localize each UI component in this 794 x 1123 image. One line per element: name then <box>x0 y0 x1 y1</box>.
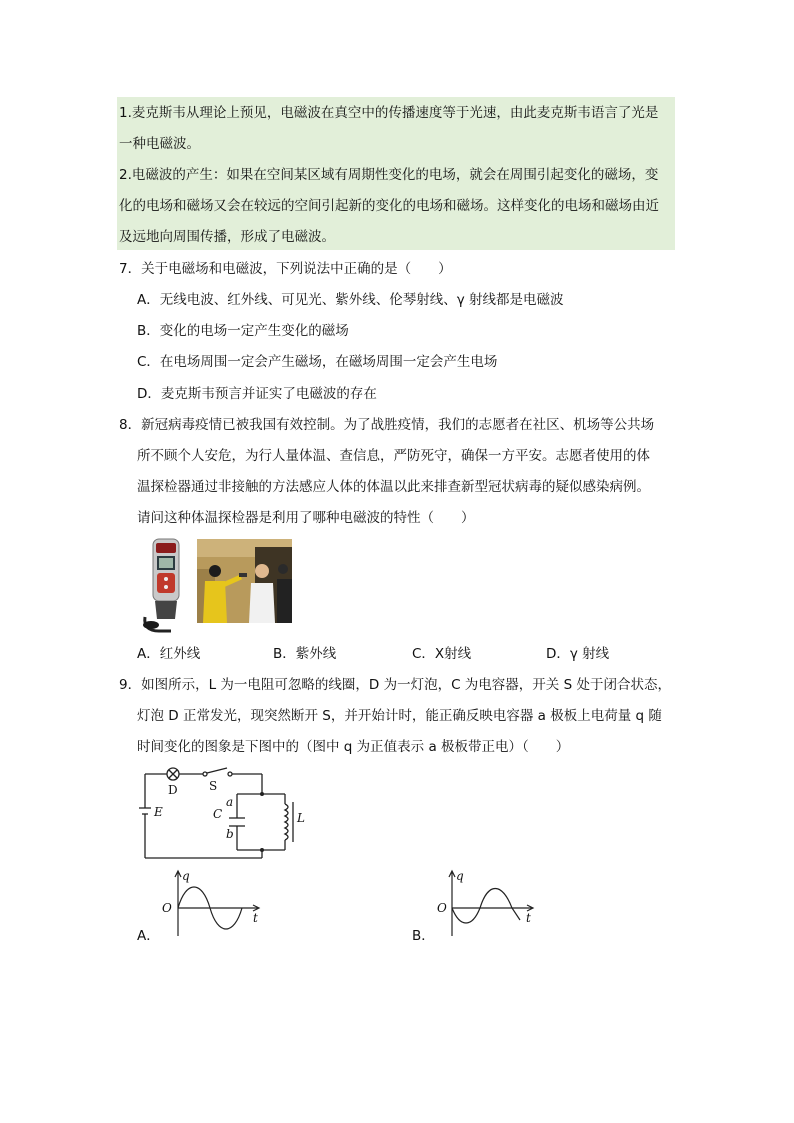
question-7-option-a: A．无线电波、红外线、可见光、紫外线、伦琴射线、γ 射线都是电磁波 <box>137 292 564 308</box>
question-7-option-b: B．变化的电场一定产生变化的磁场 <box>137 323 349 339</box>
label-e: E <box>154 805 163 819</box>
question-7-option-c: C．在电场周围一定会产生磁场，在磁场周围一定会产生电场 <box>137 354 498 370</box>
graph-a-q-label: q <box>182 869 190 883</box>
graph-option-b <box>434 868 544 940</box>
question-8-option-b: B．紫外线 <box>273 646 337 662</box>
note-line-4: 化的电场和磁场又会在较远的空间引起新的变化的电场和磁场。这样变化的电场和磁场由近 <box>119 198 659 214</box>
question-8-stem-line-3: 温探检器通过非接触的方法感应人体的体温以此来排查新型冠状病毒的疑似感染病例。 <box>137 479 650 495</box>
graph-b-q-label: q <box>456 869 464 883</box>
graph-b-t-label: t <box>526 911 531 925</box>
label-c: C <box>213 807 223 821</box>
question-8-stem-line-1: 8．新冠病毒疫情已被我国有效控制。为了战胜疫情，我们的志愿者在社区、机场等公共场 <box>119 417 655 433</box>
question-8-stem-line-2: 所不顾个人安危，为行人量体温、查信息，严防死守，确保一方平安。志愿者使用的体 <box>137 448 650 464</box>
question-9-stem-line-3: 时间变化的图象是下图中的（图中 q 为正值表示 a 极板带正电）（ ） <box>137 739 570 755</box>
graph-b-origin-label: O <box>437 901 447 915</box>
graph-a-label: A． <box>137 928 160 944</box>
question-9-stem-line-2: 灯泡 D 正常发光，现突然断开 S，并开始计时，能正确反映电容器 a 极板上电荷量 q 随 <box>137 708 662 724</box>
label-d: D <box>168 783 178 797</box>
infrared-thermometer-image <box>141 537 191 635</box>
note-line-3: 2.电磁波的产生：如果在空间某区域有周期性变化的电场，就会在周围引起变化的磁场，变 <box>119 167 659 183</box>
label-a: a <box>226 795 234 809</box>
note-line-5: 及远地向周围传播，形成了电磁波。 <box>119 229 335 245</box>
question-8-stem-line-4: 请问这种体温探检器是利用了哪种电磁波的特性（ ） <box>137 510 475 526</box>
label-l: L <box>297 811 305 825</box>
graph-b-label: B． <box>412 928 435 944</box>
graph-option-a <box>158 868 268 940</box>
question-8-option-a: A．红外线 <box>137 646 201 662</box>
question-8-option-d: D．γ 射线 <box>546 646 610 662</box>
graph-a-origin-label: O <box>162 901 172 915</box>
question-9-stem-line-1: 9．如图所示，L 为一电阻可忽略的线圈，D 为一灯泡，C 为电容器，开关 S 处于闭合状态， <box>119 677 671 693</box>
question-7-stem: 7．关于电磁场和电磁波，下列说法中正确的是（ ） <box>119 261 452 277</box>
label-s: S <box>209 779 218 793</box>
question-7-option-d: D．麦克斯韦预言并证实了电磁波的存在 <box>137 386 377 402</box>
note-line-2: 一种电磁波。 <box>119 136 200 152</box>
note-line-1: 1.麦克斯韦从理论上预见，电磁波在真空中的传播速度等于光速，由此麦克斯韦语言了光是 <box>119 105 659 121</box>
label-b: b <box>226 827 234 841</box>
graph-a-t-label: t <box>253 911 258 925</box>
lc-circuit-diagram <box>135 764 315 864</box>
question-8-option-c: C．X射线 <box>412 646 472 662</box>
temperature-check-photo <box>197 539 292 623</box>
